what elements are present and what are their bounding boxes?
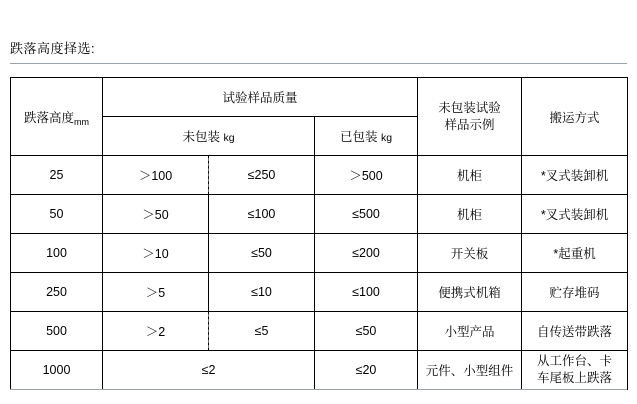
header-packed-unit: kg (380, 132, 393, 144)
cell-unpacked-upper: ≤250 (209, 156, 315, 195)
table-row (11, 195, 628, 234)
cell-handling: 从工作台、卡 车尾板上跌落 (522, 351, 628, 390)
cell-packed: ≤50 (315, 312, 418, 351)
cell-packed: ＞500 (315, 156, 418, 195)
cell-example: 小型产品 (418, 312, 522, 351)
cell-handling: *叉式装卸机 (522, 195, 628, 234)
cell-example: 便携式机箱 (418, 273, 522, 312)
header-unpacked: 未包装 kg (103, 117, 315, 156)
cell-unpacked-lower: ＞10 (103, 234, 209, 273)
cell-packed: ≤100 (315, 273, 418, 312)
table-row (11, 312, 628, 351)
cell-packed: ≤20 (315, 351, 418, 390)
header-drop-height-unit: mm (74, 116, 89, 127)
header-packed: 已包装 kg (315, 117, 418, 156)
table-row (11, 234, 628, 273)
table-header-row-1 (11, 78, 628, 117)
cell-unpacked-upper: ≤100 (209, 195, 315, 234)
header-unpacked-unit: kg (223, 132, 235, 144)
cell-handling: 自传送带跌落 (522, 312, 628, 351)
cell-example: 元件、小型组件 (418, 351, 522, 390)
cell-drop-height: 1000 (11, 351, 103, 390)
cell-unpacked-lower: ＞100 (103, 156, 209, 195)
cell-drop-height: 500 (11, 312, 103, 351)
cell-handling: *叉式装卸机 (522, 156, 628, 195)
header-handling-method: 搬运方式 (522, 78, 628, 156)
cell-handling: 贮存堆码 (522, 273, 628, 312)
table-row (11, 156, 628, 195)
cell-unpacked-upper: ≤50 (209, 234, 315, 273)
cell-drop-height: 50 (11, 195, 103, 234)
cell-drop-height: 250 (11, 273, 103, 312)
cell-drop-height: 25 (11, 156, 103, 195)
top-divider (10, 63, 627, 64)
cell-example: 机柜 (418, 156, 522, 195)
cell-unpacked-lower: ＞2 (103, 312, 209, 351)
cell-drop-height: 100 (11, 234, 103, 273)
table-row (11, 351, 628, 390)
bottom-divider (10, 389, 627, 390)
cell-unpacked-upper: ≤10 (209, 273, 315, 312)
cell-handling: *起重机 (522, 234, 628, 273)
cell-example: 机柜 (418, 195, 522, 234)
cell-unpacked-lower: ＞5 (103, 273, 209, 312)
page-title: 跌落高度择选: (10, 41, 96, 56)
cell-unpacked-upper: ≤5 (209, 312, 315, 351)
header-drop-height: 跌落高度$_{mm}$ (11, 78, 103, 156)
cell-packed: ≤200 (315, 234, 418, 273)
table-row (11, 273, 628, 312)
header-sample-mass: 试验样品质量 (103, 78, 418, 117)
header-unpacked-example: 未包装试验 样品示例 (418, 78, 522, 156)
cell-unpacked-lower: ＞50 (103, 195, 209, 234)
drop-height-table (10, 77, 628, 390)
cell-unpacked-merged: ≤2 (103, 351, 315, 390)
cell-example: 开关板 (418, 234, 522, 273)
cell-packed: ≤500 (315, 195, 418, 234)
